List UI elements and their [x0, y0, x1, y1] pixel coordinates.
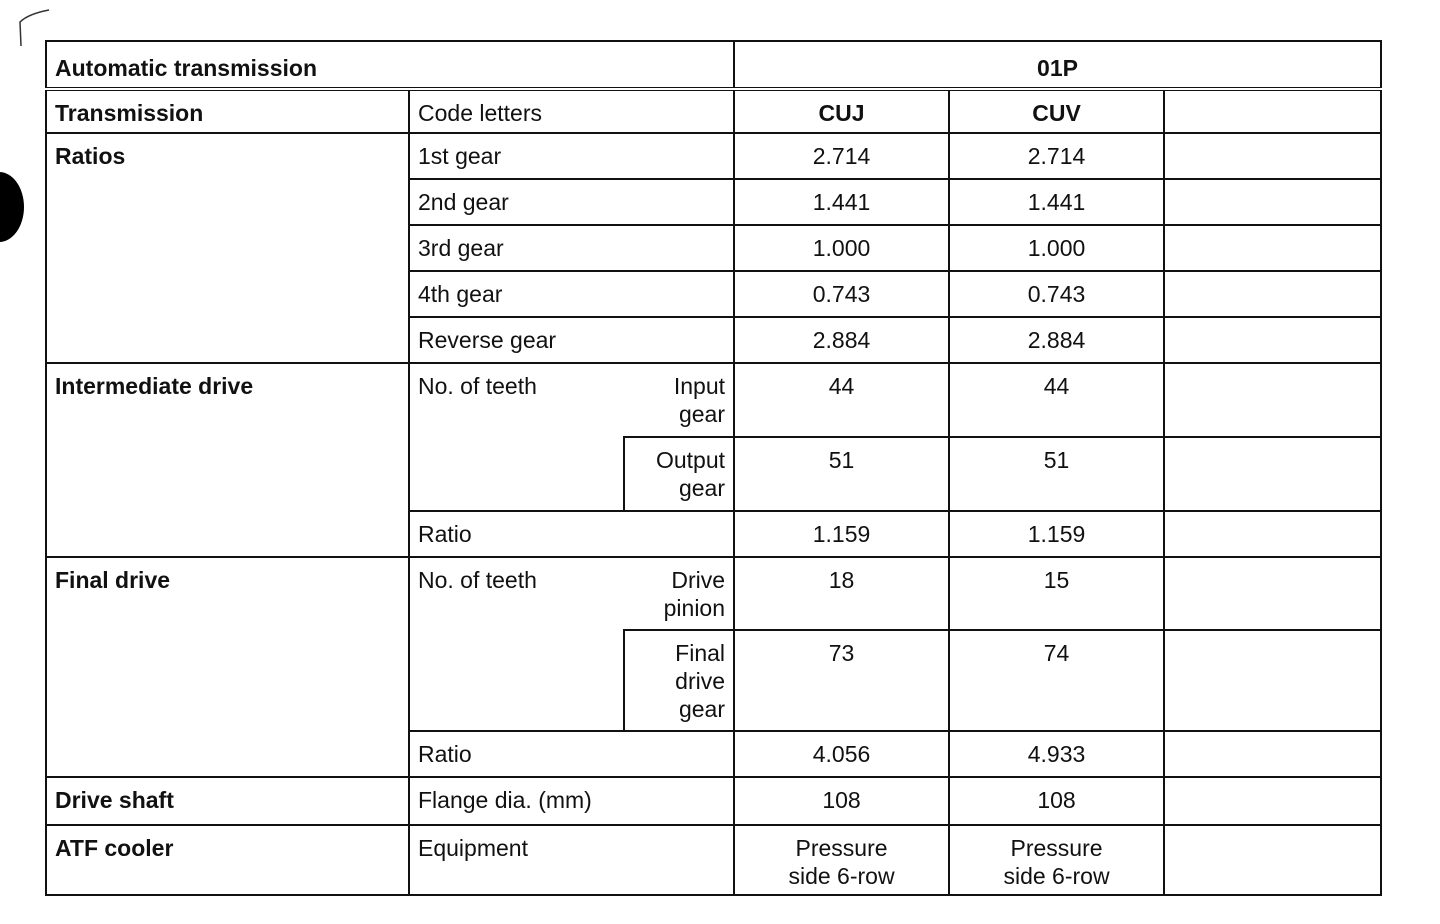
empty-cell: [1164, 437, 1381, 511]
empty-cell: [1164, 179, 1381, 225]
value-cell: 2.714: [949, 133, 1164, 179]
value-cell: 74: [949, 630, 1164, 731]
row-sub: No. of teeth: [409, 363, 624, 511]
row-sub: Ratio: [409, 511, 734, 557]
row-label: Drive shaft: [46, 777, 409, 825]
row-label: Intermediate drive: [46, 363, 409, 557]
empty-cell: [1164, 133, 1381, 179]
row-sub: 1st gear: [409, 133, 734, 179]
row-label: Final drive: [46, 557, 409, 777]
empty-cell: [1164, 363, 1381, 437]
header-row: [46, 41, 1381, 89]
value-cell: 51: [949, 437, 1164, 511]
empty-cell: [1164, 225, 1381, 271]
empty-cell: [1164, 511, 1381, 557]
value-cell: 44: [734, 363, 949, 437]
value-cell: 4.933: [949, 731, 1164, 777]
value-cell: 2.884: [949, 317, 1164, 363]
row-sub: 2nd gear: [409, 179, 734, 225]
value-cell: 108: [734, 777, 949, 825]
transmission-spec-table: [45, 40, 1382, 896]
value-cell: 2.714: [734, 133, 949, 179]
value-cell: 44: [949, 363, 1164, 437]
row-subsub: Input gear: [624, 363, 734, 437]
table-row: [46, 363, 1381, 437]
table-row: [46, 777, 1381, 825]
row-sub: 4th gear: [409, 271, 734, 317]
row-sub: No. of teeth: [409, 557, 624, 731]
value-cell: 0.743: [949, 271, 1164, 317]
table-row: [46, 133, 1381, 179]
row-sub: 3rd gear: [409, 225, 734, 271]
empty-cell: [1164, 731, 1381, 777]
empty-cell: [1164, 271, 1381, 317]
row-sub: Code letters: [409, 89, 734, 133]
row-sub: Reverse gear: [409, 317, 734, 363]
header-title: Automatic transmission: [46, 41, 734, 89]
value-cell: 0.743: [734, 271, 949, 317]
value-cell: 4.056: [734, 731, 949, 777]
empty-cell: [1164, 317, 1381, 363]
empty-cell: [1164, 557, 1381, 630]
row-subsub: Output gear: [624, 437, 734, 511]
value-cell: 73: [734, 630, 949, 731]
value-cell: 1.000: [949, 225, 1164, 271]
row-label: ATF cooler: [46, 825, 409, 895]
value-cell: 1.441: [734, 179, 949, 225]
value-cell: 1.159: [949, 511, 1164, 557]
value-cell: 15: [949, 557, 1164, 630]
row-label: Transmission: [46, 89, 409, 133]
value-cell: 1.000: [734, 225, 949, 271]
empty-cell: [1164, 89, 1381, 133]
value-cell: CUJ: [734, 89, 949, 133]
value-cell: Pressure side 6-row: [949, 825, 1164, 895]
value-cell: Pressure side 6-row: [734, 825, 949, 895]
value-cell: 1.159: [734, 511, 949, 557]
table-row: [46, 89, 1381, 133]
table-row: [46, 557, 1381, 630]
punch-hole-mark: [0, 172, 24, 242]
empty-cell: [1164, 777, 1381, 825]
row-subsub: Final drive gear: [624, 630, 734, 731]
table-row: [46, 825, 1381, 895]
row-label: Ratios: [46, 133, 409, 363]
header-code: 01P: [734, 41, 1381, 89]
row-sub: Equipment: [409, 825, 734, 895]
value-cell: 1.441: [949, 179, 1164, 225]
row-sub: Flange dia. (mm): [409, 777, 734, 825]
empty-cell: [1164, 630, 1381, 731]
value-cell: 18: [734, 557, 949, 630]
value-cell: 51: [734, 437, 949, 511]
row-subsub: Drive pinion: [624, 557, 734, 630]
row-sub: Ratio: [409, 731, 734, 777]
value-cell: 2.884: [734, 317, 949, 363]
empty-cell: [1164, 825, 1381, 895]
value-cell: CUV: [949, 89, 1164, 133]
value-cell: 108: [949, 777, 1164, 825]
